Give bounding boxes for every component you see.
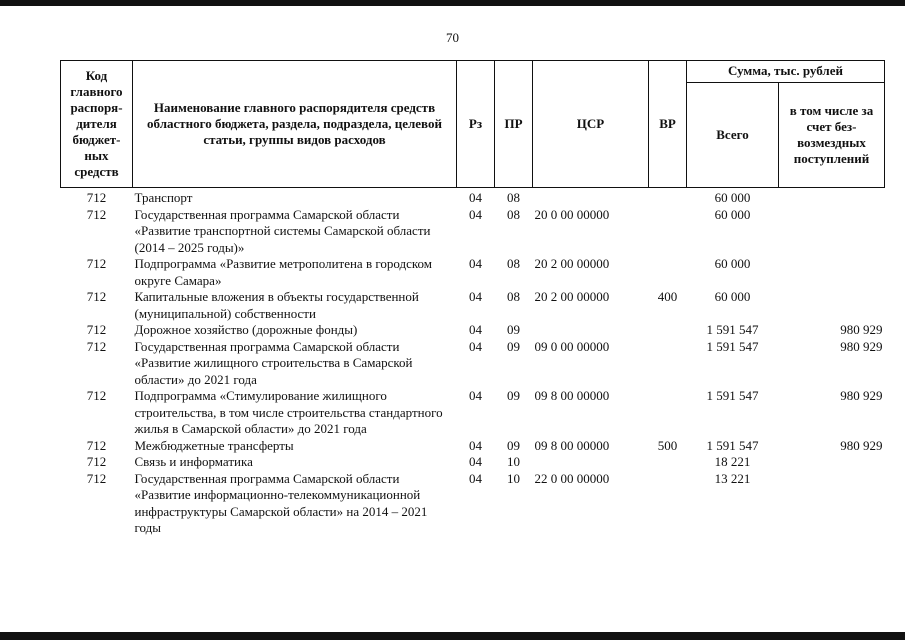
cell-vr: [649, 471, 687, 537]
cell-code: 712: [86, 256, 107, 271]
cell-free: [779, 188, 885, 207]
cell-total: 1 591 547: [706, 322, 759, 337]
cell-rz: 04: [469, 388, 482, 403]
cell-free: [779, 256, 885, 289]
cell-total: 1 591 547: [706, 338, 759, 354]
header-name: Наименование главного распорядителя средств областного бюджета, раздела, подраздела, целевой статьи, группы видов расходов: [133, 61, 457, 188]
table-row: [61, 289, 885, 322]
cell-rz: 04: [469, 338, 482, 354]
cell-code: 712: [86, 454, 107, 469]
cell-free: [779, 471, 885, 537]
cell-vr: [649, 388, 687, 438]
cell-name: Подпрограмма «Развитие метрополитена в городском округе Самара»: [134, 256, 432, 288]
cell-rz: 04: [469, 322, 482, 337]
cell-total: 1 591 547: [706, 388, 759, 403]
cell-pr: 09: [507, 388, 520, 403]
cell-total: 18 221: [714, 454, 751, 469]
cell-csr: 09 8 00 00000: [534, 437, 610, 453]
cell-code: 712: [86, 470, 107, 486]
cell-rz: 04: [469, 437, 482, 453]
cell-pr: 09: [507, 322, 520, 337]
table-row: [61, 454, 885, 471]
header-free: в том числе за счет без-возмездных поступлений: [779, 82, 885, 188]
cell-csr: 09 0 00 00000: [534, 338, 610, 354]
cell-total: 60 000: [714, 256, 751, 271]
cell-csr: 20 0 00 00000: [534, 206, 610, 222]
cell-vr: 400: [657, 289, 678, 304]
cell-csr: 22 0 00 00000: [534, 470, 610, 486]
cell-total: 60 000: [714, 190, 751, 205]
table-row: [61, 339, 885, 389]
cell-total: 13 221: [714, 470, 751, 486]
cell-csr: 20 2 00 00000: [534, 256, 610, 271]
cell-vr: [649, 207, 687, 257]
cell-free: [779, 454, 885, 471]
cell-pr: 09: [507, 437, 520, 453]
cell-csr: [533, 188, 649, 207]
cell-vr: 500: [657, 437, 678, 453]
bottom-scan-border: [0, 632, 905, 640]
header-rz: Рз: [457, 61, 495, 188]
cell-rz: 04: [469, 256, 482, 271]
cell-pr: 10: [507, 470, 520, 486]
cell-name: Подпрограмма «Стимулирование жилищного строительства, в том числе строительства стандартного жилья в Самарской области» до 2021 года: [134, 388, 443, 436]
cell-name: Капитальные вложения в объекты государственной (муниципальной) собственности: [134, 289, 419, 321]
cell-code: 712: [86, 388, 107, 403]
cell-total: 60 000: [714, 289, 751, 304]
cell-vr: [649, 339, 687, 389]
cell-name: Государственная программа Самарской области «Развитие транспортной системы Самарской области (2014 – 2025 годы)»: [134, 206, 431, 255]
cell-csr: [533, 454, 649, 471]
table-row: [61, 207, 885, 257]
table-row: [61, 438, 885, 455]
table-row: [61, 188, 885, 207]
cell-vr: [649, 188, 687, 207]
header-code: Код главного распоря-дителя бюджет-ных средств: [61, 61, 133, 188]
cell-rz: 04: [469, 470, 482, 486]
cell-vr: [649, 256, 687, 289]
cell-free: 980 929: [840, 388, 883, 403]
cell-code: 712: [86, 322, 107, 337]
table-row: [61, 322, 885, 339]
cell-code: 712: [86, 206, 107, 222]
cell-name: Связь и информатика: [134, 454, 253, 469]
cell-pr: 09: [507, 338, 520, 354]
budget-table: [60, 60, 885, 537]
cell-pr: 08: [507, 190, 520, 205]
cell-free: [779, 289, 885, 322]
cell-free: 980 929: [840, 338, 883, 354]
cell-pr: 08: [507, 256, 520, 271]
cell-free: 980 929: [840, 437, 883, 453]
cell-csr: [533, 322, 649, 339]
page-number: 70: [446, 30, 459, 45]
cell-name: Межбюджетные трансферты: [134, 437, 294, 453]
cell-total: 1 591 547: [706, 437, 759, 453]
header-vr: ВР: [649, 61, 687, 188]
cell-pr: 08: [507, 206, 520, 222]
cell-name: Государственная программа Самарской области «Развитие информационно-телекоммуникационной инфраструктуры Самарской области» на 2014 – 2021 годы: [134, 470, 428, 535]
table-row: [61, 388, 885, 438]
table-row: [61, 256, 885, 289]
cell-csr: 09 8 00 00000: [534, 388, 610, 403]
cell-pr: 08: [507, 289, 520, 304]
header-total: Всего: [687, 82, 779, 188]
cell-name: Дорожное хозяйство (дорожные фонды): [134, 322, 358, 337]
header-sum: Сумма, тыс. рублей: [687, 61, 885, 83]
cell-rz: 04: [469, 289, 482, 304]
cell-total: 60 000: [714, 206, 751, 222]
cell-code: 712: [86, 190, 107, 205]
cell-rz: 04: [469, 206, 482, 222]
top-scan-border: [0, 0, 905, 6]
cell-pr: 10: [507, 454, 520, 469]
cell-vr: [649, 322, 687, 339]
header-csr: ЦСР: [533, 61, 649, 188]
cell-free: 980 929: [840, 322, 883, 337]
cell-code: 712: [86, 289, 107, 304]
cell-code: 712: [86, 437, 107, 453]
cell-rz: 04: [469, 190, 482, 205]
cell-name: Государственная программа Самарской области «Развитие жилищного строительства в Самарской области» до 2021 года: [134, 338, 413, 387]
cell-csr: 20 2 00 00000: [534, 289, 610, 304]
header-pr: ПР: [495, 61, 533, 188]
cell-vr: [649, 454, 687, 471]
cell-rz: 04: [469, 454, 482, 469]
cell-free: [779, 207, 885, 257]
cell-code: 712: [86, 338, 107, 354]
cell-name: Транспорт: [134, 190, 193, 205]
table-row: [61, 471, 885, 537]
